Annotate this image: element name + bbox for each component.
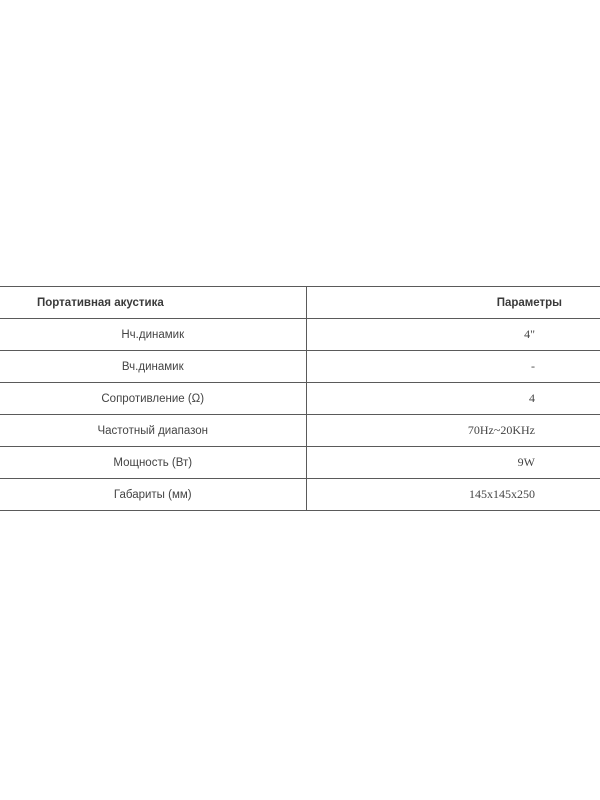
row-name: Вч.динамик (0, 351, 306, 383)
table-row (0, 383, 600, 415)
row-name: Габариты (мм) (0, 479, 306, 511)
row-name: Частотный диапазон (0, 415, 306, 447)
row-value: 70Hz~20KHz (306, 415, 600, 447)
row-name: Мощность (Вт) (0, 447, 306, 479)
table-row (0, 319, 600, 351)
row-value: - (306, 351, 600, 383)
table-row (0, 415, 600, 447)
header-product: Портативная акустика (0, 287, 306, 319)
row-value: 4" (306, 319, 600, 351)
table-row (0, 447, 600, 479)
row-value: 9W (306, 447, 600, 479)
table-header-row (0, 287, 600, 319)
row-name: Сопротивление (Ω) (0, 383, 306, 415)
row-value: 145x145x250 (306, 479, 600, 511)
row-value: 4 (306, 383, 600, 415)
row-name: Нч.динамик (0, 319, 306, 351)
header-parameters: Параметры (306, 287, 600, 319)
table-row (0, 479, 600, 511)
specs-table (0, 286, 600, 511)
table-row (0, 351, 600, 383)
